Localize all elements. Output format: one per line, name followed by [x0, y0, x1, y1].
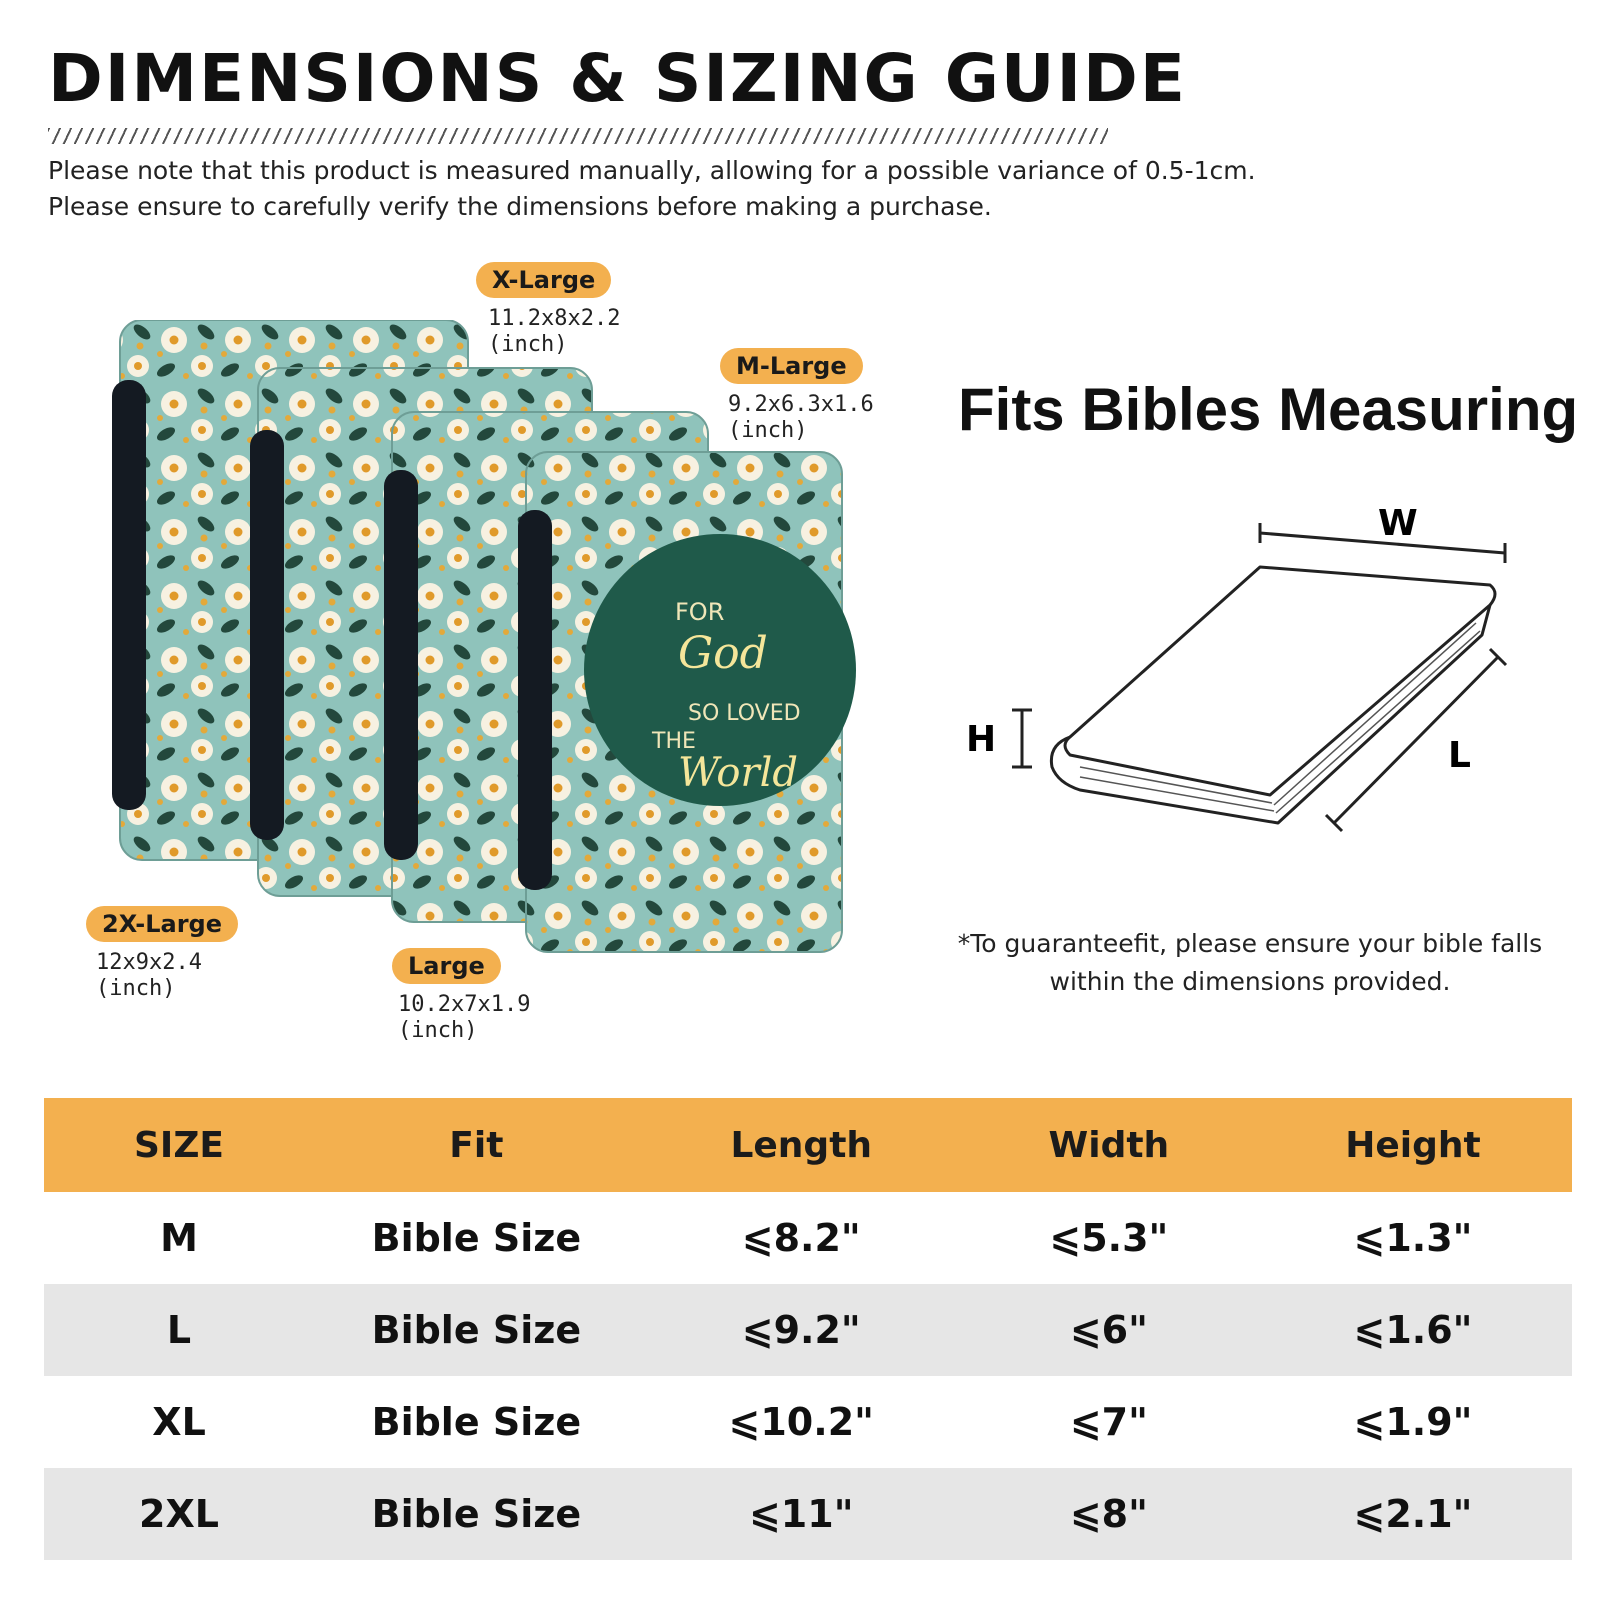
- cover-text-the: THE: [652, 729, 696, 754]
- page-title: DIMENSIONS & SIZING GUIDE: [48, 40, 1187, 117]
- cell-height: ⩽1.6": [1254, 1284, 1572, 1376]
- dims-large: 10.2x7x1.9: [398, 992, 531, 1017]
- fit-guarantee-note: [940, 925, 1560, 1001]
- cover-text-for: FOR: [675, 598, 725, 626]
- header-length: Length: [639, 1098, 964, 1192]
- unit-large: (inch): [398, 1018, 478, 1043]
- cell-length: ⩽11": [639, 1468, 964, 1560]
- cover-text-world: World: [678, 750, 798, 796]
- cell-width: ⩽7": [1069, 1400, 1148, 1444]
- table-header-row: [44, 1098, 1572, 1192]
- cell-length: ⩽9.2": [639, 1284, 964, 1376]
- tag-x-large: X-Large: [476, 262, 611, 298]
- cell-fit: Bible Size: [371, 1216, 582, 1260]
- label-w: W: [1378, 505, 1418, 544]
- cell-width: ⩽8": [964, 1468, 1254, 1560]
- dims-x-large: 11.2x8x2.2: [488, 306, 621, 331]
- label-l: L: [1448, 735, 1471, 776]
- unit-m-large: (inch): [728, 418, 808, 443]
- table-row: [44, 1284, 1572, 1376]
- header-fit: Fit: [314, 1098, 639, 1192]
- dims-m-large: 9.2x6.3x1.6: [728, 392, 874, 417]
- cell-length: ⩽10.2": [728, 1400, 874, 1444]
- cell-length: ⩽8.2": [741, 1216, 861, 1260]
- tag-m-large: M-Large: [720, 348, 863, 384]
- dims-2x-large: 12x9x2.4: [96, 950, 202, 975]
- cell-height: ⩽1.3": [1353, 1216, 1473, 1260]
- cell-width: ⩽5.3": [1049, 1216, 1169, 1260]
- cell-fit: Bible Size: [314, 1468, 639, 1560]
- note-line-1: Please note that this product is measured manually, allowing for a possible variance of 0.5-1cm.: [48, 156, 1256, 185]
- guarantee-line-1: *To guaranteefit, please ensure your bible falls: [957, 929, 1543, 958]
- cell-fit: Bible Size: [314, 1284, 639, 1376]
- hatch-divider: [48, 128, 1108, 144]
- unit-x-large: (inch): [488, 332, 568, 357]
- book-dimension-diagram: [960, 505, 1540, 865]
- cover-text-god: God: [678, 628, 768, 679]
- cell-size: M: [160, 1216, 198, 1260]
- cell-fit: Bible Size: [371, 1400, 582, 1444]
- size-table: [44, 1098, 1572, 1560]
- header-size: SIZE: [44, 1098, 314, 1192]
- cell-width: ⩽6": [964, 1284, 1254, 1376]
- table-row: [44, 1192, 1572, 1284]
- cell-height: ⩽2.1": [1254, 1468, 1572, 1560]
- label-h: H: [966, 719, 997, 760]
- guarantee-line-2: within the dimensions provided.: [1049, 967, 1451, 996]
- cover-text-so-loved: SO LOVED: [688, 701, 801, 726]
- tag-2x-large: 2X-Large: [86, 906, 238, 942]
- table-row: [44, 1468, 1572, 1560]
- table-row: [44, 1376, 1572, 1468]
- header-width: Width: [964, 1098, 1254, 1192]
- cell-height: ⩽1.9": [1353, 1400, 1473, 1444]
- tag-large: Large: [392, 948, 501, 984]
- cell-size: L: [44, 1284, 314, 1376]
- fits-title: Fits Bibles Measuring: [958, 376, 1579, 443]
- header-height: Height: [1254, 1098, 1572, 1192]
- cell-size: 2XL: [44, 1468, 314, 1560]
- unit-2x-large: (inch): [96, 976, 176, 1001]
- note-line-2: Please ensure to carefully verify the dimensions before making a purchase.: [48, 192, 992, 221]
- cell-size: XL: [152, 1400, 206, 1444]
